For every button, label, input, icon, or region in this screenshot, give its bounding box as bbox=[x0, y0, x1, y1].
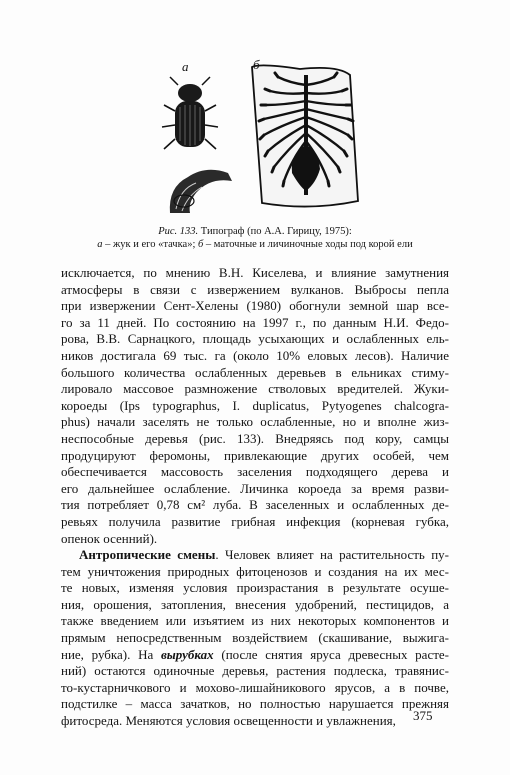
caption-title: Типограф (по А.А. Гирицу, 1975): bbox=[198, 226, 352, 237]
text-line bbox=[61, 298, 449, 315]
figure-caption bbox=[60, 225, 450, 251]
text-segment: обеспечивается массовость заселения подходящего дерева и bbox=[61, 464, 449, 480]
text-segment: также введением или изъятием из них некоторых компонентов и bbox=[61, 613, 449, 629]
text-segment: подстилке – масса зачатков, но полностью нарушается прежняя bbox=[61, 696, 449, 712]
bark-gallery-drawing bbox=[252, 65, 358, 206]
text-line bbox=[61, 547, 449, 564]
text-segment: при извержении Сент-Хелены (1980) обогнули земной шар все- bbox=[61, 298, 449, 314]
text-line bbox=[61, 265, 449, 282]
text-line bbox=[61, 331, 449, 348]
text-segment: phus) начали заселять не только ослабленные, но и вполне жиз- bbox=[61, 414, 449, 430]
text-line bbox=[61, 613, 449, 630]
caption-b-letter: б bbox=[198, 239, 204, 250]
text-segment: опенок осенний). bbox=[61, 530, 158, 546]
body-text bbox=[61, 265, 449, 730]
text-segment: исключается, по мнению В.Н. Киселева, и влияние замутнения bbox=[61, 265, 449, 280]
text-line bbox=[61, 497, 449, 514]
text-segment: те новых, изменяя условия произрастания в результате осуше- bbox=[61, 580, 449, 596]
text-segment: продуцируют феромоны, привлекающие других особей, чем bbox=[61, 447, 449, 463]
caption-b-text: – маточные и личиночные ходы под корой ели bbox=[203, 239, 413, 250]
text-line bbox=[61, 630, 449, 647]
text-line bbox=[61, 481, 449, 498]
text-line bbox=[61, 348, 449, 365]
text-segment: фитосреда. Меняются условия освещенности и увлажнения, bbox=[61, 713, 396, 729]
beetle-tachka-drawing bbox=[170, 170, 232, 213]
text-segment: неспособные деревья (рис. 133). Внедряясь под кору, самцы bbox=[61, 430, 449, 446]
text-line bbox=[61, 597, 449, 614]
caption-label: Рис. 133. bbox=[158, 226, 199, 237]
paragraph bbox=[61, 547, 449, 730]
text-line bbox=[61, 414, 449, 431]
text-line bbox=[61, 398, 449, 415]
text-line bbox=[61, 531, 449, 548]
text-line bbox=[61, 647, 449, 664]
text-segment: большого количества ослабленных деревьев в ельниках стиму- bbox=[61, 364, 449, 380]
page-number: 375 bbox=[413, 708, 433, 723]
figure-typographer bbox=[150, 55, 370, 215]
text-segment: то-кустарничкового и мохово-лишайникового ярусов, а в почве, bbox=[61, 679, 449, 695]
text-line bbox=[61, 680, 449, 697]
text-segment: го за 11 дней. По состоянию на 1997 г., по данным Н.И. Федо- bbox=[61, 314, 449, 330]
text-line bbox=[61, 315, 449, 332]
text-segment: ние, рубка). На bbox=[61, 646, 161, 662]
text-segment: его дальнейшее ослабление. Личинка короеда за время разви- bbox=[61, 480, 449, 496]
figure-label-b: б bbox=[253, 57, 260, 72]
text-line bbox=[61, 381, 449, 398]
text-segment: тия потребляет 0,78 см² луба. В заселенных и ослабленных де- bbox=[61, 497, 449, 513]
emphasis-text: вырубках bbox=[160, 646, 214, 662]
paragraph bbox=[61, 265, 449, 547]
text-line bbox=[61, 580, 449, 597]
text-segment: прямым непосредственным воздействием (скашивание, выжига- bbox=[61, 630, 449, 646]
text-line bbox=[61, 431, 449, 448]
text-segment: ревьях получила развитие грибная инфекция (корневая губка, bbox=[61, 513, 449, 529]
text-segment: . Человек влияет на растительность пу- bbox=[215, 547, 450, 563]
caption-a-letter: а bbox=[97, 239, 103, 250]
text-line bbox=[61, 365, 449, 382]
text-segment: тем уничтожения природных фитоценозов и создания на их мес- bbox=[61, 563, 449, 579]
text-line bbox=[61, 514, 449, 531]
text-segment: рова, В.В. Сарнацкого, площадь усыхающих и ослабленных ель- bbox=[61, 331, 449, 347]
caption-a-text: – жук и его «тачка»; bbox=[102, 239, 198, 250]
text-segment: короеды (Ips typographus, I. duplicatus, Pytyogenes chalcogra- bbox=[61, 397, 449, 413]
text-line bbox=[61, 713, 449, 730]
text-segment: (после снятия яруса древесных расте- bbox=[213, 646, 449, 662]
text-segment: ний) остаются одиночные деревья, растения подлеска, травянис- bbox=[61, 663, 449, 679]
figure-illustration bbox=[150, 55, 370, 215]
text-segment: ния, орошения, затопления, внесения удобрений, пестицидов, а bbox=[61, 596, 449, 612]
beetle-drawing bbox=[162, 77, 218, 149]
text-line bbox=[61, 282, 449, 299]
emphasis-text: Антропические смены bbox=[79, 547, 216, 563]
text-segment: атмосферы в связи с извержением вулканов. Выбросы пепла bbox=[61, 281, 449, 297]
text-line bbox=[61, 464, 449, 481]
text-line bbox=[61, 564, 449, 581]
figure-label-a: а bbox=[182, 59, 189, 74]
text-segment: ников достигала 69 тыс. га (около 10% еловых лесов). Наличие bbox=[61, 347, 449, 363]
text-line bbox=[61, 663, 449, 680]
text-line bbox=[61, 696, 449, 713]
text-line bbox=[61, 448, 449, 465]
text-segment: лировало массовое размножение стволовых вредителей. Жуки- bbox=[61, 381, 449, 397]
